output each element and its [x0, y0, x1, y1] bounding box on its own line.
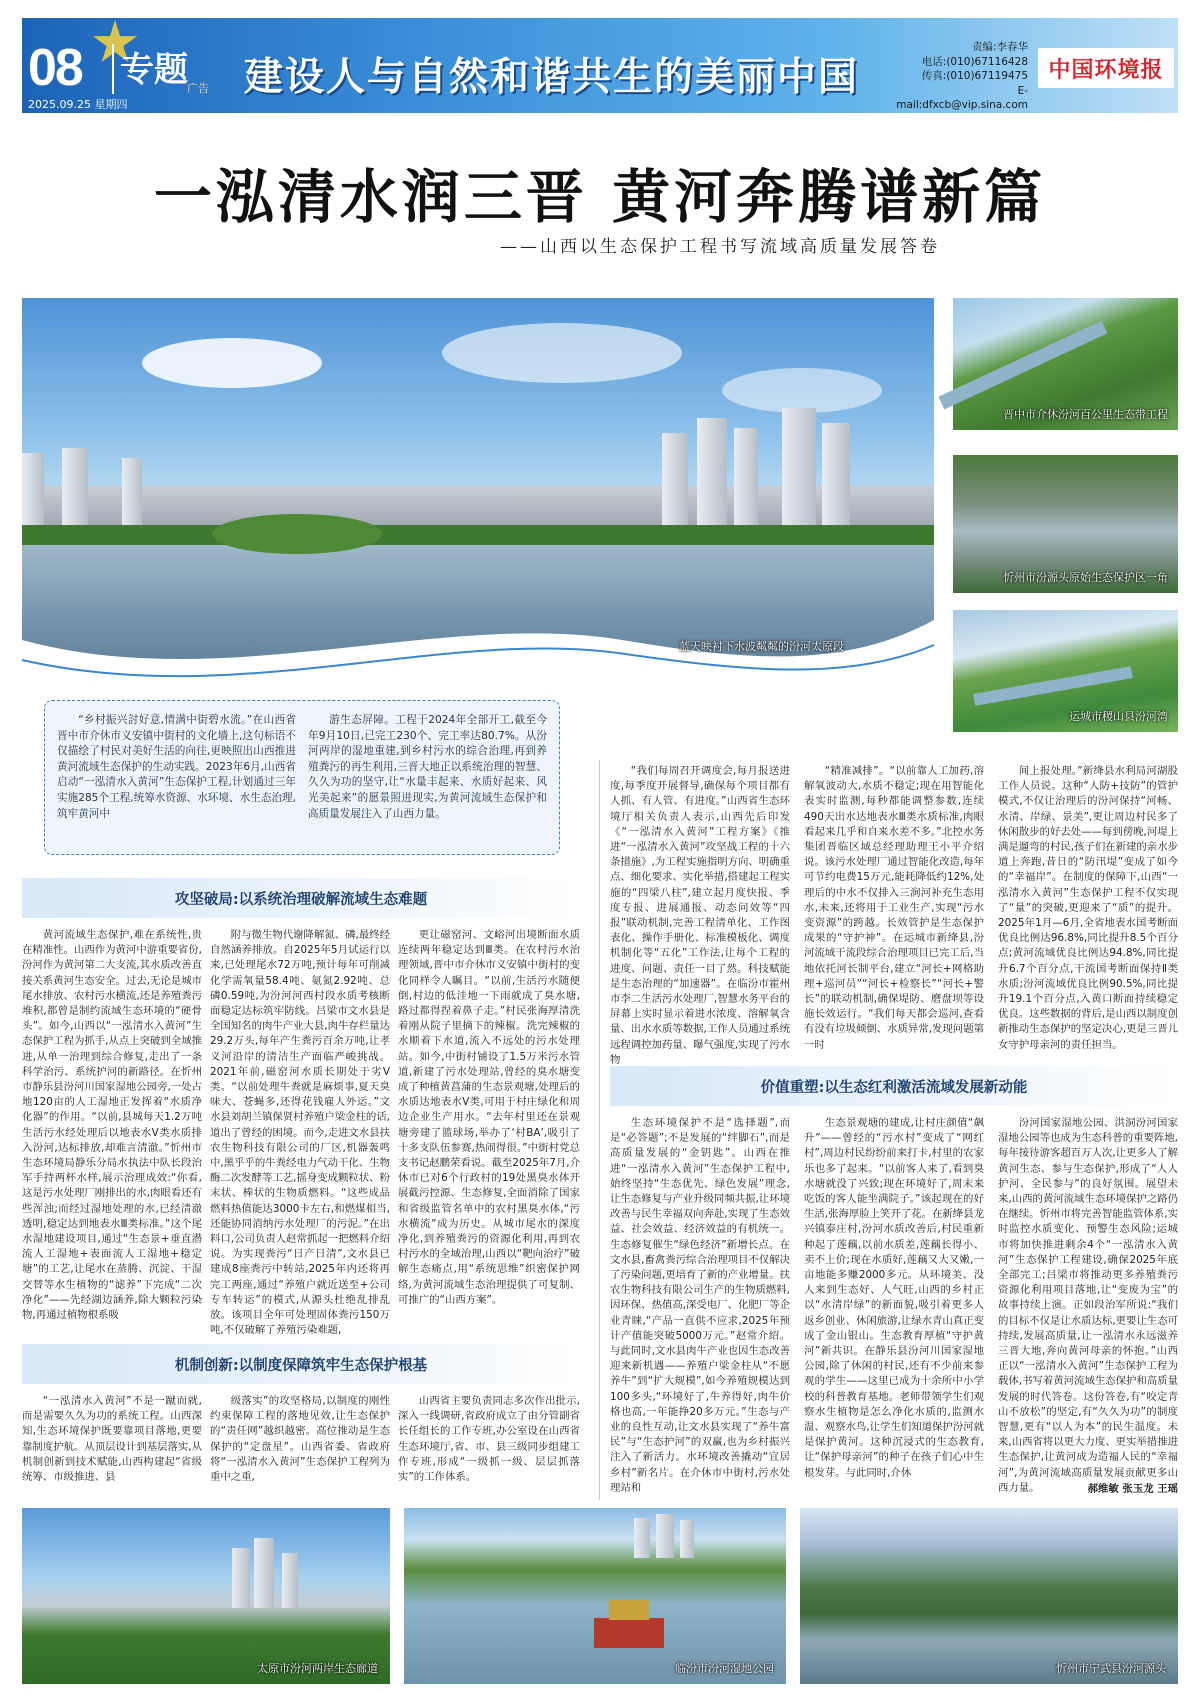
email: E-mail:dfxcb@vip.sina.com [896, 84, 1028, 111]
ad-label: 广告 [187, 82, 209, 95]
body-column: 黄河流域生态保护,难在系统性,贵在精准性。山西作为黄河中游重要省份,汾河作为黄河第二大支流,其水质改善直接关系黄河生态安全。过去,无论是城市尾水排放、农村污水横流,还是养殖粪污堆积,都曾是制约流域生态环境的“硬骨头”。如今,山西以“一泓清水入黄河”生态保护工程为抓手,从点上突破到全域推进,从单一治理到综合修复,走出了一条科学治污、系统护河的新路径。在忻州市静乐县汾河川国家湿地公园旁,一处占地120亩的人工湿地正发挥着“水质净化器”的作用。“以前,县城每天1.2万吨生活污水经处理后以地表水Ⅴ类水质排入汾河,达标排放,却难言清澈。”忻州市生态环境局静乐分局水执法中队长段治军手持两杯水样,展示治理成效:“你看,这是污水处理厂刚排出的水,肉眼看还有些浑浊;而经过湿地处理的水,已经清澈透明,稳定达到地表水Ⅲ类标准。”这个尾水湿地建设项目,通过“生态景+垂直潜流人工湿地+表面流人工湿地+稳定塘”的工艺,让尾水在蒸腾、沉淀、干湿交替等水生植物的“滤养”下完成“二次净化”——先经湖边涵养,除大颗粒污染物,再通过植物根系吸 [22, 929, 202, 1322]
photo-caption: 临汾市汾河湿地公园 [675, 1662, 774, 1675]
photo-caption: 忻州市宁武县汾河源头 [1056, 1662, 1166, 1675]
side-photo-3 [953, 610, 1178, 732]
bottom-photo-2 [404, 1508, 786, 1684]
body-column: “精准减排”。“以前靠人工加药,溶解氧波动大,水质不稳定;现在用智能化表实时监测,每秒都能调整参数,连续490天出水达地表水Ⅲ类水质标准,肉眼看起来几乎和自来水差不多。”北控水务集团晋临区域总经理助理王小平介绍说。该污水处理厂通过智能化改造,每年可节约电费15万元,能耗降低约12%,处理后的中水不仅排入三涧河补充生态用水,未来,还将用于工业生产,实现“污水变资源”的跨越。长效管护是生态保护成果的“守护神”。在运城市新绛县,汾河流域干流段综合治理项目已完工后,当地依托河长制平台,建立“河长+网格助理+巡河员”“河长+检察长”“河长+警长”的联动机制,确保堤防、磨盘坝等设施长效运行。“我们每天都会巡河,查看有没有垃圾倾倒、水质异常,发现问题第一时 [804, 765, 984, 1051]
hero-photo [22, 298, 934, 690]
body-column: 生态环境保护不是“选择题”,而是“必答题”;不是发展的“绊脚石”,而是高质量发展的“金钥匙”。山西在推进“一泓清水入黄河”生态保护工程中,始终坚持“生态优先、绿色发展”理念,让生态修复与产业升级同频共振,让环境改善与民生幸福双向奔赴,实现了生态效益、社会效益、经济效益的有机统一。生态修复催生“绿色经济”新增长点。在文水县,畜禽粪污综合治理项目不仅解决了污染问题,更培育了新的产业增量。扶农生物科技有限公司生产的生物质燃料,因环保、热值高,深受电厂、化肥厂等企业青睐,“产品一直供不应求,2025年预计产值能突破5000万元。”赵常介绍。与此同时,文水县肉牛产业也因生态改善迎来新机遇——养殖户梁金柱从“不愿养牛”到“扩大规模”,如今养殖规模达到100多头,“环境好了,牛养得好,肉牛价格也高,一年能挣20多万元。”生态与产业的良性互动,让文水县实现了“养牛富民”与“生态护河”的双赢,也为乡村振兴注入了新活力。水环境改善撬动“宜居乡村”新名片。在介休市中街村,污水处理站和 [610, 1117, 790, 1494]
bottom-photo-1 [22, 1508, 390, 1684]
photo-caption: 太原市汾河两岸生态廊道 [257, 1662, 378, 1675]
slogan: 建设人与自然和谐共生的美丽中国 [244, 55, 860, 100]
body-column: “一泓清水入黄河”不是一蹴而就,而是需要久久为功的系统工程。山西深知,生态环境保护既要靠项目落地,更要靠制度护航。从顶层设计到基层落实,从机制创新到技术赋能,山西构建起“省级统筹、市级推进、县 [22, 1395, 202, 1484]
photo-caption: 忻州市汾源头原始生态保护区一角 [1003, 571, 1168, 584]
photo-caption: 蓝天映衬下水波粼粼的汾河太原段 [679, 640, 844, 653]
phone: 电话:(010)67116428 [921, 55, 1028, 68]
issue-date: 2025.09.25 星期四 [28, 98, 128, 111]
fax: 传真:(010)67119475 [921, 70, 1028, 82]
photo-caption: 晋中市介休汾河百公里生态带工程 [1003, 408, 1168, 421]
bottom-photo-3 [800, 1508, 1178, 1684]
masthead [22, 18, 1178, 113]
body-column: 生态景观塘的建成,让村庄颜值“飙升”——曾经的“污水村”变成了“网红村”,周边村民纷纷前来打卡,村里的农家乐也多了起来。“以前客人来了,看到臭水塘就没了兴致;现在环境好了,周末来吃饭的客人能坐满院子。”该起现在的好生活,张海厚脸上笑开了花。在新绛县龙兴镇泰庄村,汾河水质改善后,村民重新种起了莲藕,以前水质差,莲藕长得小、卖不上价;现在水质好,莲藕又大又嫩,一亩地能多赚2000多元。从环境美、没人来到生态好、人气旺,山西的乡村正以“水清岸绿”的新面貌,吸引着更多人返乡创业、休闲旅游,让绿水青山真正变成了金山银山。生态教育厚植“守护黄河”新共识。在静乐县汾河川国家湿地公园,除了休闲的村民,还有不少前来参观的学生——这里已成为十余所中小学校的科普教育基地。老师带领学生们观察水生植物是怎么净化水质的,监测水温、观察水鸟,让学生们知道保护汾河就是保护黄河。这种沉浸式的生态教育,让“保护母亲河”的种子在孩子们心中生根发芽。与此同时,介休 [804, 1117, 984, 1479]
divider [112, 44, 114, 94]
body-column: 山西省主要负责同志多次作出批示,深入一线调研,省政府成立了由分管副省长任组长的工作专班,办公室设在山西省生态环境厅,省、市、县三级同步组建工作专班,形成“一级抓一级、层层抓落实”的工作体系。 [398, 1395, 580, 1484]
column-divider [599, 760, 600, 1500]
body-column: 附与微生物代谢降解氮、磷,最终经自然涵养排放。自2025年5月试运行以来,已处理尾水72万吨,预计每年可削减化学需氧量58.4吨、氨氮2.92吨、总磷0.59吨,为汾河河西村段水质考核断面稳定达标筑牢防线。吕梁市文水县是全国知名的肉牛产业大县,肉牛存栏量达29.2万头,每年产生粪污百余万吨,让孝义河沿岸的清洁生产面临严峻挑战。2021年前,磁窑河水质长期处于劣Ⅴ类。“以前处理牛粪就是麻烦事,夏天臭味大、苍蝇多,还得花钱雇人外运。”文水县刘胡兰镇保贤村养殖户梁金柱的话,道出了曾经的困境。而今,走进文水县扶农生物科技有限公司的厂区,机器轰鸣中,黑乎乎的牛粪经电力气动干化、生物酶二次发酵等工艺,摇身变成颗粒状、粉末状、棒状的生物质燃料。“这些成品燃料热值能达3000卡左右,和燃煤相当,还能协同消纳污水处理厂的污泥。”在出料口,公司负责人赵常抓起一把燃料介绍说。为实现粪污“日产日清”,文水县已建成8座粪污中转站,2025年内还将再完工两座,通过“养殖户就近送至+公司专车转运”的模式,从源头杜绝乱排乱放。该项目全年可处理固体粪污150万吨,不仅破解了养殖污染难题, [210, 929, 390, 1337]
editor: 责编:李春华 [971, 41, 1028, 53]
body-column: 间上报处理。”新绛县水利局河湖股工作人员说。这种“人防+技防”的管护模式,不仅让治理后的汾河保持“河畅、水清、岸绿、景美”,更让周边村民多了休闲散步的好去处——每到傍晚,河堤上满是遛弯的村民,孩子们在新建的亲水步道上奔跑,昔日的“防汛堤”变成了如今的“幸福岸”。在制度的保障下,山西“一泓清水入黄河”生态保护工程不仅实现了“量”的突破,更迎来了“质”的提升。2025年1月—6月,全省地表水国考断面优良比例达96.8%,同比提升8.5个百分点;黄河流域优良比例达94.8%,同比提升6.7个百分点,干流国考断面保持Ⅱ类水质;汾河流域优良比例90.5%,同比提升19.1个百分点,入黄口断面持续稳定优良。这些数据的背后,是山西以制度创新推动生态保护的坚定决心,更是三晋儿女守护母亲河的责任担当。 [998, 765, 1178, 1051]
section-heading: 机制创新:以制度保障筑牢生态保护根基 [22, 1344, 580, 1384]
body-column: “我们每周召开调度会,每月报送进度,每季度开展督导,确保每个项目都有人抓、有人管、有进度。”山西省生态环境厅相关负责人表示,山西先后印发《“一泓清水入黄河”工程方案》《推进“一泓清水入黄河”攻坚战工程的十六条措施》,为工程实施指明方向、明确重点、细化要求、实化举措,搭建起工程实施的“四梁八柱”,建立起月度快报、季度专报、进展通报、动态问效等“四报”联动机制,完善工程清单化、工作图表化、操作手册化、标准模板化、调度机制化等“五化”工作法,让每个工程的进度、问题、责任一目了然。科技赋能是生态治理的“加速器”。在临汾市霍州市李二生活污水处理厂,智慧水务平台的屏幕上实时显示着进水浓度、溶解氧含量、出水水质等数据,工作人员通过系统远程调控加药量、曝气强度,实现了污水物 [610, 765, 790, 1066]
section-label: 专题 [120, 50, 188, 90]
article-title: 一泓清水润三晋 黄河奔腾谱新篇 [153, 163, 1047, 231]
article-authors: 郝维敏 张玉龙 王瑶 [1087, 1483, 1178, 1495]
article-subtitle: ——山西以生态保护工程书写流域高质量发展答卷 [500, 237, 940, 257]
intro-column: “乡村振兴討好意,情满中街碧水流。”在山西省晋中市介休市义安镇中街村的文化墙上,这句标语不仅描绘了村民对美好生活的向往,更映照出山西推进黄河流域生态保护的生动实践。2023年6月,山西省启动“一泓清水入黄河”生态保护工程,计划通过三年实施285个工程,统筹水资源、水环境、水生态治理,筑牢黄河中 [57, 714, 296, 820]
logo-text: 中国环境报 [1048, 57, 1164, 83]
section-heading: 价值重塑:以生态红利激活流域发展新动能 [610, 1066, 1178, 1106]
contact-info [888, 40, 1028, 113]
body-column: 汾河国家湿地公园、洪洞汾河国家湿地公园等也成为生态科普的重要阵地,每年接待游客超百万人次,让更多人了解黄河生态、参与生态保护,形成了“人人护河、全民参与”的良好氛围。展望未来,山西的黄河流域生态环境保护之路仍在继续。忻州市将完善智能监管体系,实时监控水质变化、预警生态风险;运城市将加快推进剩余4个“一泓清水入黄河”生态保护工程建设,确保2025年底全部完工;吕梁市将推动更多养殖粪污资源化利用项目落地,让“变废为宝”的故事持续上演。正如段治军所说:“我们的目标不仅是让水质达标,更要让生态可持续,发展高质量,让一泓清水永远滋养三晋大地,奔向黄河母亲的怀抱。”山西正以“一泓清水入黄河”生态保护工程为载体,书写着黄河流域生态保护和高质量发展的时代答卷。这份答卷,有“咬定青山不放松”的坚定,有“久久为功”的制度智慧,更有“以人为本”的民生温度。未来,山西省将以更大力度、更实举措推进生态保护,让黄河成为造福人民的“幸福河”,为黄河流域高质量发展贡献更多山西力量。 [998, 1117, 1178, 1494]
side-photo-2 [953, 455, 1178, 593]
page-number: 08 [28, 39, 82, 97]
intro-box [44, 700, 560, 855]
newspaper-logo [1038, 48, 1174, 88]
body-column: 级落实”的攻坚格局,以制度的刚性约束保障工程的落地见效,让生态保护的“责任网”越织越密。高位推动是生态保护的“定盘星”。山西省委、省政府将“一泓清水入黄河”生态保护工程列为重中之重, [210, 1395, 390, 1484]
photo-caption: 运城市稷山县汾河湾 [1069, 710, 1168, 723]
side-photo-1 [953, 298, 1178, 430]
intro-column: 游生态屏障。工程于2024年全部开工,截至今年9月10日,已完工230个、完工率达80.7%。从汾河两岸的湿地重建,到乡村污水的综合治理,再到养殖粪污的再生利用,三晋大地正以系统治理的智慧、久久为功的坚守,让“水量丰起来、水质好起来、风光美起来”的愿景照进现实,为黄河流域生态保护和高质量发展注入了山西力量。 [308, 714, 547, 820]
body-column: 更让磁窑河、文峪河出境断面水质连续两年稳定达到Ⅲ类。在农村污水治理领域,晋中市介休市义安镇中街村的变化同样令人瞩目。“以前,生活污水随便倒,村边的低洼地一下雨就成了臭水塘,路过都得捏着鼻子走。”村民张海厚清洗着刚从院子里摘下的辣椒。洗完辣椒的水顺着下水道,流入不远处的污水处理站。如今,中街村铺设了1.5万米污水管道,新建了污水处理站,曾经的臭水塘变成了种植黄菖蒲的生态景观塘,处理后的水质达地表水Ⅴ类,可用于村庄绿化和周边企业生产用水。“去年村里还在景观塘旁建了篮球场,举办了‘村BA’,吸引了十多支队伍参赛,热闹得很。”中街村党总支书记赵鹏荣看说。截至2025年7月,介休市已对6个行政村的19处黑臭水体开展截污控源、生态修复,全面消除了国家和省级监管名单中的农村黑臭水体,“污水横流”成为历史。从城市尾水的深度净化,到养殖粪污的资源化利用,再到农村污水的全域治理,山西以“靶向治疗”破解生态痛点,用“系统思维”织密保护网络,为黄河流域生态治理提供了可复制、可推广的“山西方案”。 [398, 929, 580, 1306]
section-heading: 攻坚破局:以系统治理破解流域生态难题 [22, 878, 580, 918]
